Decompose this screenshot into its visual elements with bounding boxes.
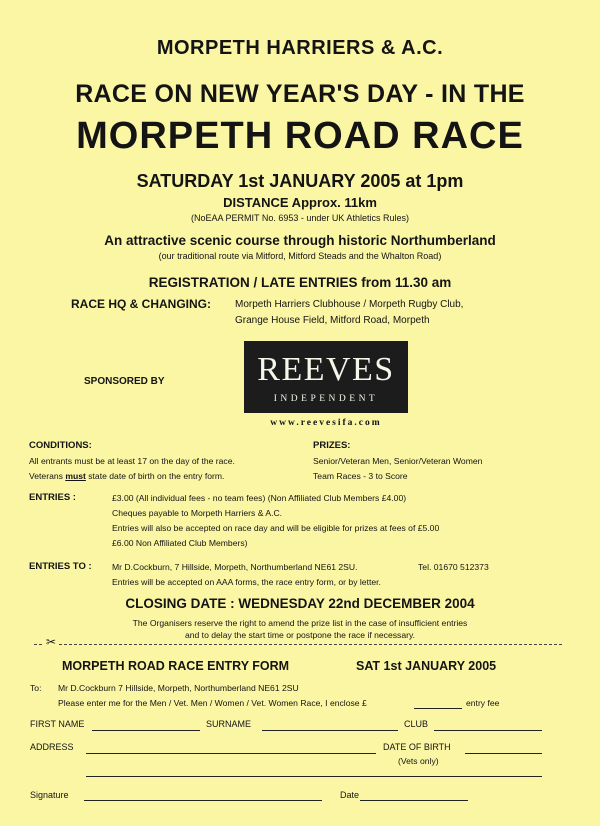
conditions-age: All entrants must be at least 17 on the day of the race.: [29, 456, 235, 466]
sponsor-logo-name: REEVES: [257, 351, 395, 388]
date-label: Date: [340, 790, 360, 800]
entries-fee: £3.00 (All individual fees - no team fees) (Non Affiliated Club Members £4.00): [112, 493, 407, 503]
organisers-note: [0, 617, 600, 641]
organisers-note-line-2: and to delay the start time or postpone the race if necessary.: [184, 630, 416, 640]
entries-race-day: Entries will also be accepted on race day and will be eligible for prizes at fees of £5.00: [112, 523, 440, 533]
sponsor-logo: [244, 341, 408, 413]
prizes-heading: PRIZES:: [313, 440, 351, 451]
entries-to-note: Entries will be accepted on AAA forms, the race entry form, or by letter.: [112, 577, 381, 587]
closing-date: CLOSING DATE : WEDNESDAY 22nd DECEMBER 2004: [125, 596, 475, 611]
race-date: SATURDAY 1st JANUARY 2005 at 1pm: [136, 171, 464, 191]
form-to-address: Mr D.Cockburn 7 Hillside, Morpeth, Northumberland NE61 2SU: [58, 683, 299, 693]
conditions-heading: CONDITIONS:: [29, 440, 92, 451]
organisers-note-line-1: The Organisers reserve the right to amend the prize list in the case of insufficient entries: [132, 618, 468, 628]
form-enter-text: Please enter me for the Men / Vet. Men / Women / Vet. Women Race, I enclose £: [58, 698, 367, 708]
registration-time: REGISTRATION / LATE ENTRIES from 11.30 am: [148, 275, 452, 290]
route-note: (our traditional route via Mitford, Mitford Steads and the Whalton Road): [158, 251, 442, 261]
sponsor-logo-subtitle: INDEPENDENT: [273, 394, 379, 404]
address-label: ADDRESS: [30, 742, 74, 752]
entries-to-label: ENTRIES TO :: [29, 561, 92, 572]
first-name-label: FIRST NAME: [30, 719, 85, 729]
entries-cheques: Cheques payable to Morpeth Harriers & A.C.: [112, 508, 283, 518]
cut-line: [34, 644, 562, 645]
form-entry-fee-label: entry fee: [466, 698, 500, 708]
date-of-birth-label: DATE OF BIRTH: [383, 742, 451, 752]
entries-to-tel: Tel. 01670 512373: [418, 562, 489, 572]
surname-field[interactable]: [262, 730, 398, 731]
address-field-line-2[interactable]: [86, 776, 542, 777]
entries-label: ENTRIES :: [29, 492, 76, 503]
prizes-team: Team Races - 3 to Score: [313, 471, 408, 481]
club-name: MORPETH HARRIERS & A.C.: [156, 37, 444, 59]
headline-line-1: RACE ON NEW YEAR'S DAY - IN THE: [75, 80, 525, 108]
signature-label: Signature: [30, 790, 69, 800]
signature-field[interactable]: [84, 800, 322, 801]
hq-address-line-2: Grange House Field, Mitford Road, Morpeth: [235, 315, 430, 326]
conditions-veterans-pre: Veterans: [29, 471, 63, 481]
scissors-icon: ✂: [46, 635, 57, 649]
permit-note: (NoEAA PERMIT No. 6953 - under UK Athletics Rules): [191, 213, 409, 223]
vets-only-note: (Vets only): [398, 756, 439, 766]
conditions-veterans-post: state date of birth on the entry form.: [88, 471, 225, 481]
sponsor-url: www.reevesifa.com: [270, 418, 382, 428]
conditions-veterans-emphasis: must: [65, 471, 86, 481]
hq-address-line-1: Morpeth Harriers Clubhouse / Morpeth Rugby Club,: [235, 299, 464, 310]
address-field[interactable]: [86, 753, 376, 754]
date-of-birth-field[interactable]: [465, 753, 542, 754]
race-title: MORPETH ROAD RACE: [76, 115, 524, 157]
conditions-veterans: [29, 471, 224, 481]
entry-fee-field[interactable]: [414, 708, 462, 709]
entries-to-address: Mr D.Cockburn, 7 Hillside, Morpeth, Northumberland NE61 2SU.: [112, 562, 358, 572]
first-name-field[interactable]: [92, 730, 200, 731]
hq-label: RACE HQ & CHANGING:: [71, 297, 211, 311]
prizes-categories: Senior/Veteran Men, Senior/Veteran Women: [313, 456, 483, 466]
surname-label: SURNAME: [206, 719, 252, 729]
course-tagline: An attractive scenic course through historic Northumberland: [104, 233, 496, 248]
sponsored-by-label: SPONSORED BY: [84, 376, 165, 387]
entry-form-date: SAT 1st JANUARY 2005: [356, 659, 497, 673]
race-distance: DISTANCE Approx. 11km: [223, 195, 377, 210]
club-field[interactable]: [434, 730, 542, 731]
entries-non-affiliated: £6.00 Non Affiliated Club Members): [112, 538, 248, 548]
entry-form-title: MORPETH ROAD RACE ENTRY FORM: [62, 659, 290, 673]
form-to-label: To:: [30, 683, 42, 693]
club-label: CLUB: [404, 719, 429, 729]
date-field[interactable]: [360, 800, 468, 801]
